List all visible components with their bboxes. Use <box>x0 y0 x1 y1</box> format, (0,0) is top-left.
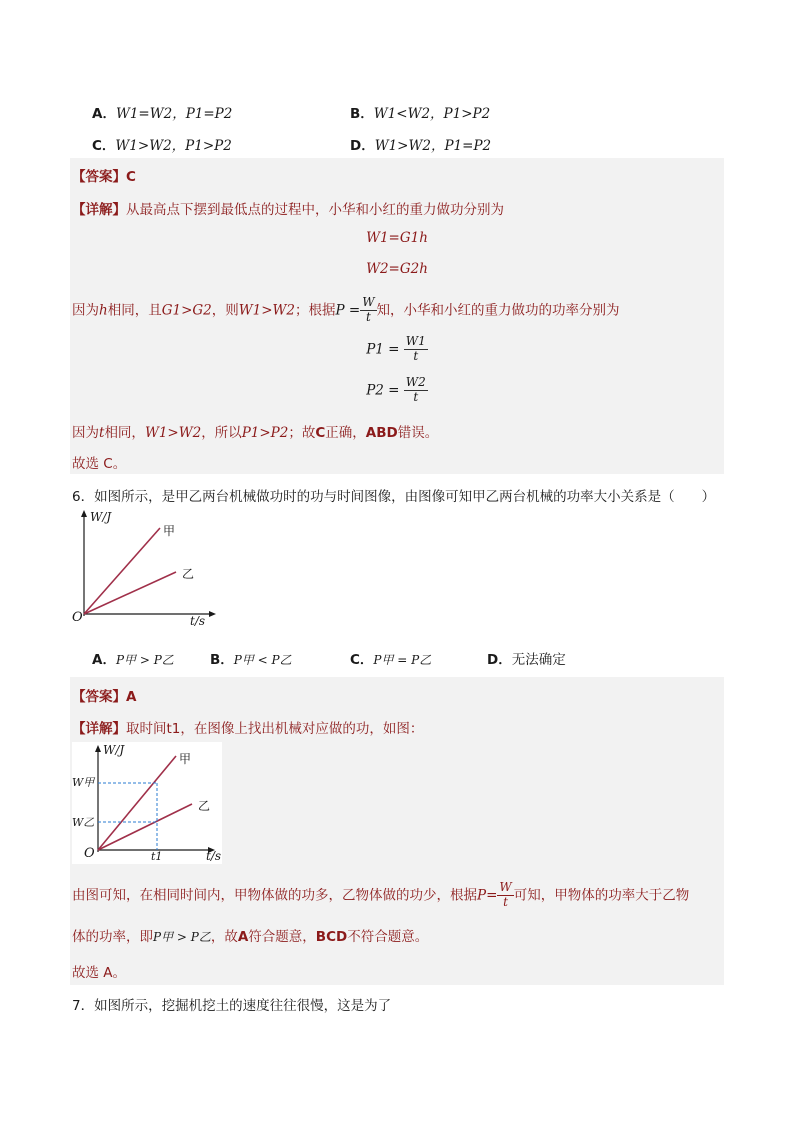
q6-graph-label-yi: 乙 <box>182 567 195 581</box>
q6-power-fraction: $\frac{W}{t}$ <box>499 880 512 909</box>
q5-option-d: D．W1>W2，P1=P2 <box>350 138 492 154</box>
q5-eq2: W2=G2h <box>366 261 428 277</box>
q5-eq1: W1=G1h <box>366 230 428 246</box>
q5-p1-formula: P1 = $\frac{W1}{t}$ <box>366 334 426 363</box>
q6-graph-y-label: W/J <box>90 510 112 524</box>
q6-detail-graph-line-jia <box>98 756 176 850</box>
q6-answer: 【答案】A <box>72 689 137 705</box>
q6-graph-origin: O <box>72 610 83 625</box>
q5-detail-intro: 【详解】从最高点下摆到最低点的过程中，小华和小红的重力做功分别为 <box>72 202 504 218</box>
q6-detail-graph-y-arrow <box>95 745 101 752</box>
q5-option-b: B．W1<W2，P1>P2 <box>350 106 491 122</box>
q6-detail-graph-t1: t1 <box>151 850 163 863</box>
q6-graph-line-yi <box>84 572 176 614</box>
q6-graph-label-jia: 甲 <box>163 524 176 538</box>
q6-detail-graph-x-label: t/s <box>206 849 222 863</box>
q6-option-b: B．P甲 < P乙 <box>210 652 292 668</box>
q5-conclusion: 故选 C。 <box>72 456 127 472</box>
q6-graph-line-jia <box>84 528 160 614</box>
q5-detail-line3: 因为h相同，且G1>G2，则W1>W2；根据P = $\frac{W}{t}$ 知，小华和小红的重力做功的功率分别为 <box>72 295 620 324</box>
q6-detail-para1: 由图可知，在相同时间内，甲物体做的功多，乙物体做的功少，根据P= $\frac{W}{t}$ 可知，甲物体的功率大于乙物 <box>72 880 690 909</box>
q6-detail-graph-origin: O <box>84 846 95 861</box>
q6-graph-y-arrow <box>81 510 87 517</box>
q6-detail-graph-label-yi: 乙 <box>198 799 211 813</box>
q5-p2-formula: P2 = $\frac{W2}{t}$ <box>366 375 426 404</box>
q5-answer: 【答案】C <box>72 169 136 185</box>
q6-detail-intro: 【详解】取时间t1，在图像上找出机械对应做的功，如图： <box>72 721 424 737</box>
q5-power-fraction: $\frac{W}{t}$ <box>362 295 375 324</box>
q5-option-a: A．W1=W2，P1=P2 <box>92 106 233 122</box>
q7-stem: 7．如图所示，挖掘机挖土的速度往往很慢，这是为了 <box>72 998 392 1014</box>
q6-detail-para2: 体的功率，即P甲 > P乙，故A符合题意，BCD不符合题意。 <box>72 929 429 945</box>
q5-option-c: C．W1>W2，P1>P2 <box>92 138 232 154</box>
q6-option-c: C．P甲 = P乙 <box>350 652 432 668</box>
q6-detail-graph-line-yi <box>98 804 192 850</box>
q6-detail-graph-w-yi: W乙 <box>72 816 95 829</box>
q6-stem: 6．如图所示，是甲乙两台机械做功时的功与时间图像，由图像可知甲乙两台机械的功率大小关系是（ ） <box>72 489 716 505</box>
q5-detail-line6: 因为t相同，W1>W2，所以P1>P2；故C正确，ABD错误。 <box>72 425 439 441</box>
q6-detail-graph-y-label: W/J <box>103 743 125 757</box>
q6-graph-x-arrow <box>209 611 216 617</box>
q6-graph <box>70 508 220 630</box>
q6-detail-graph-label-jia: 甲 <box>179 752 192 766</box>
q6-conclusion: 故选 A。 <box>72 965 127 981</box>
q6-option-d: D．无法确定 <box>487 652 566 668</box>
q6-graph-x-label: t/s <box>190 614 206 628</box>
q6-detail-graph-w-jia: W甲 <box>72 776 95 789</box>
q6-option-a: A．P甲 > P乙 <box>92 652 174 668</box>
